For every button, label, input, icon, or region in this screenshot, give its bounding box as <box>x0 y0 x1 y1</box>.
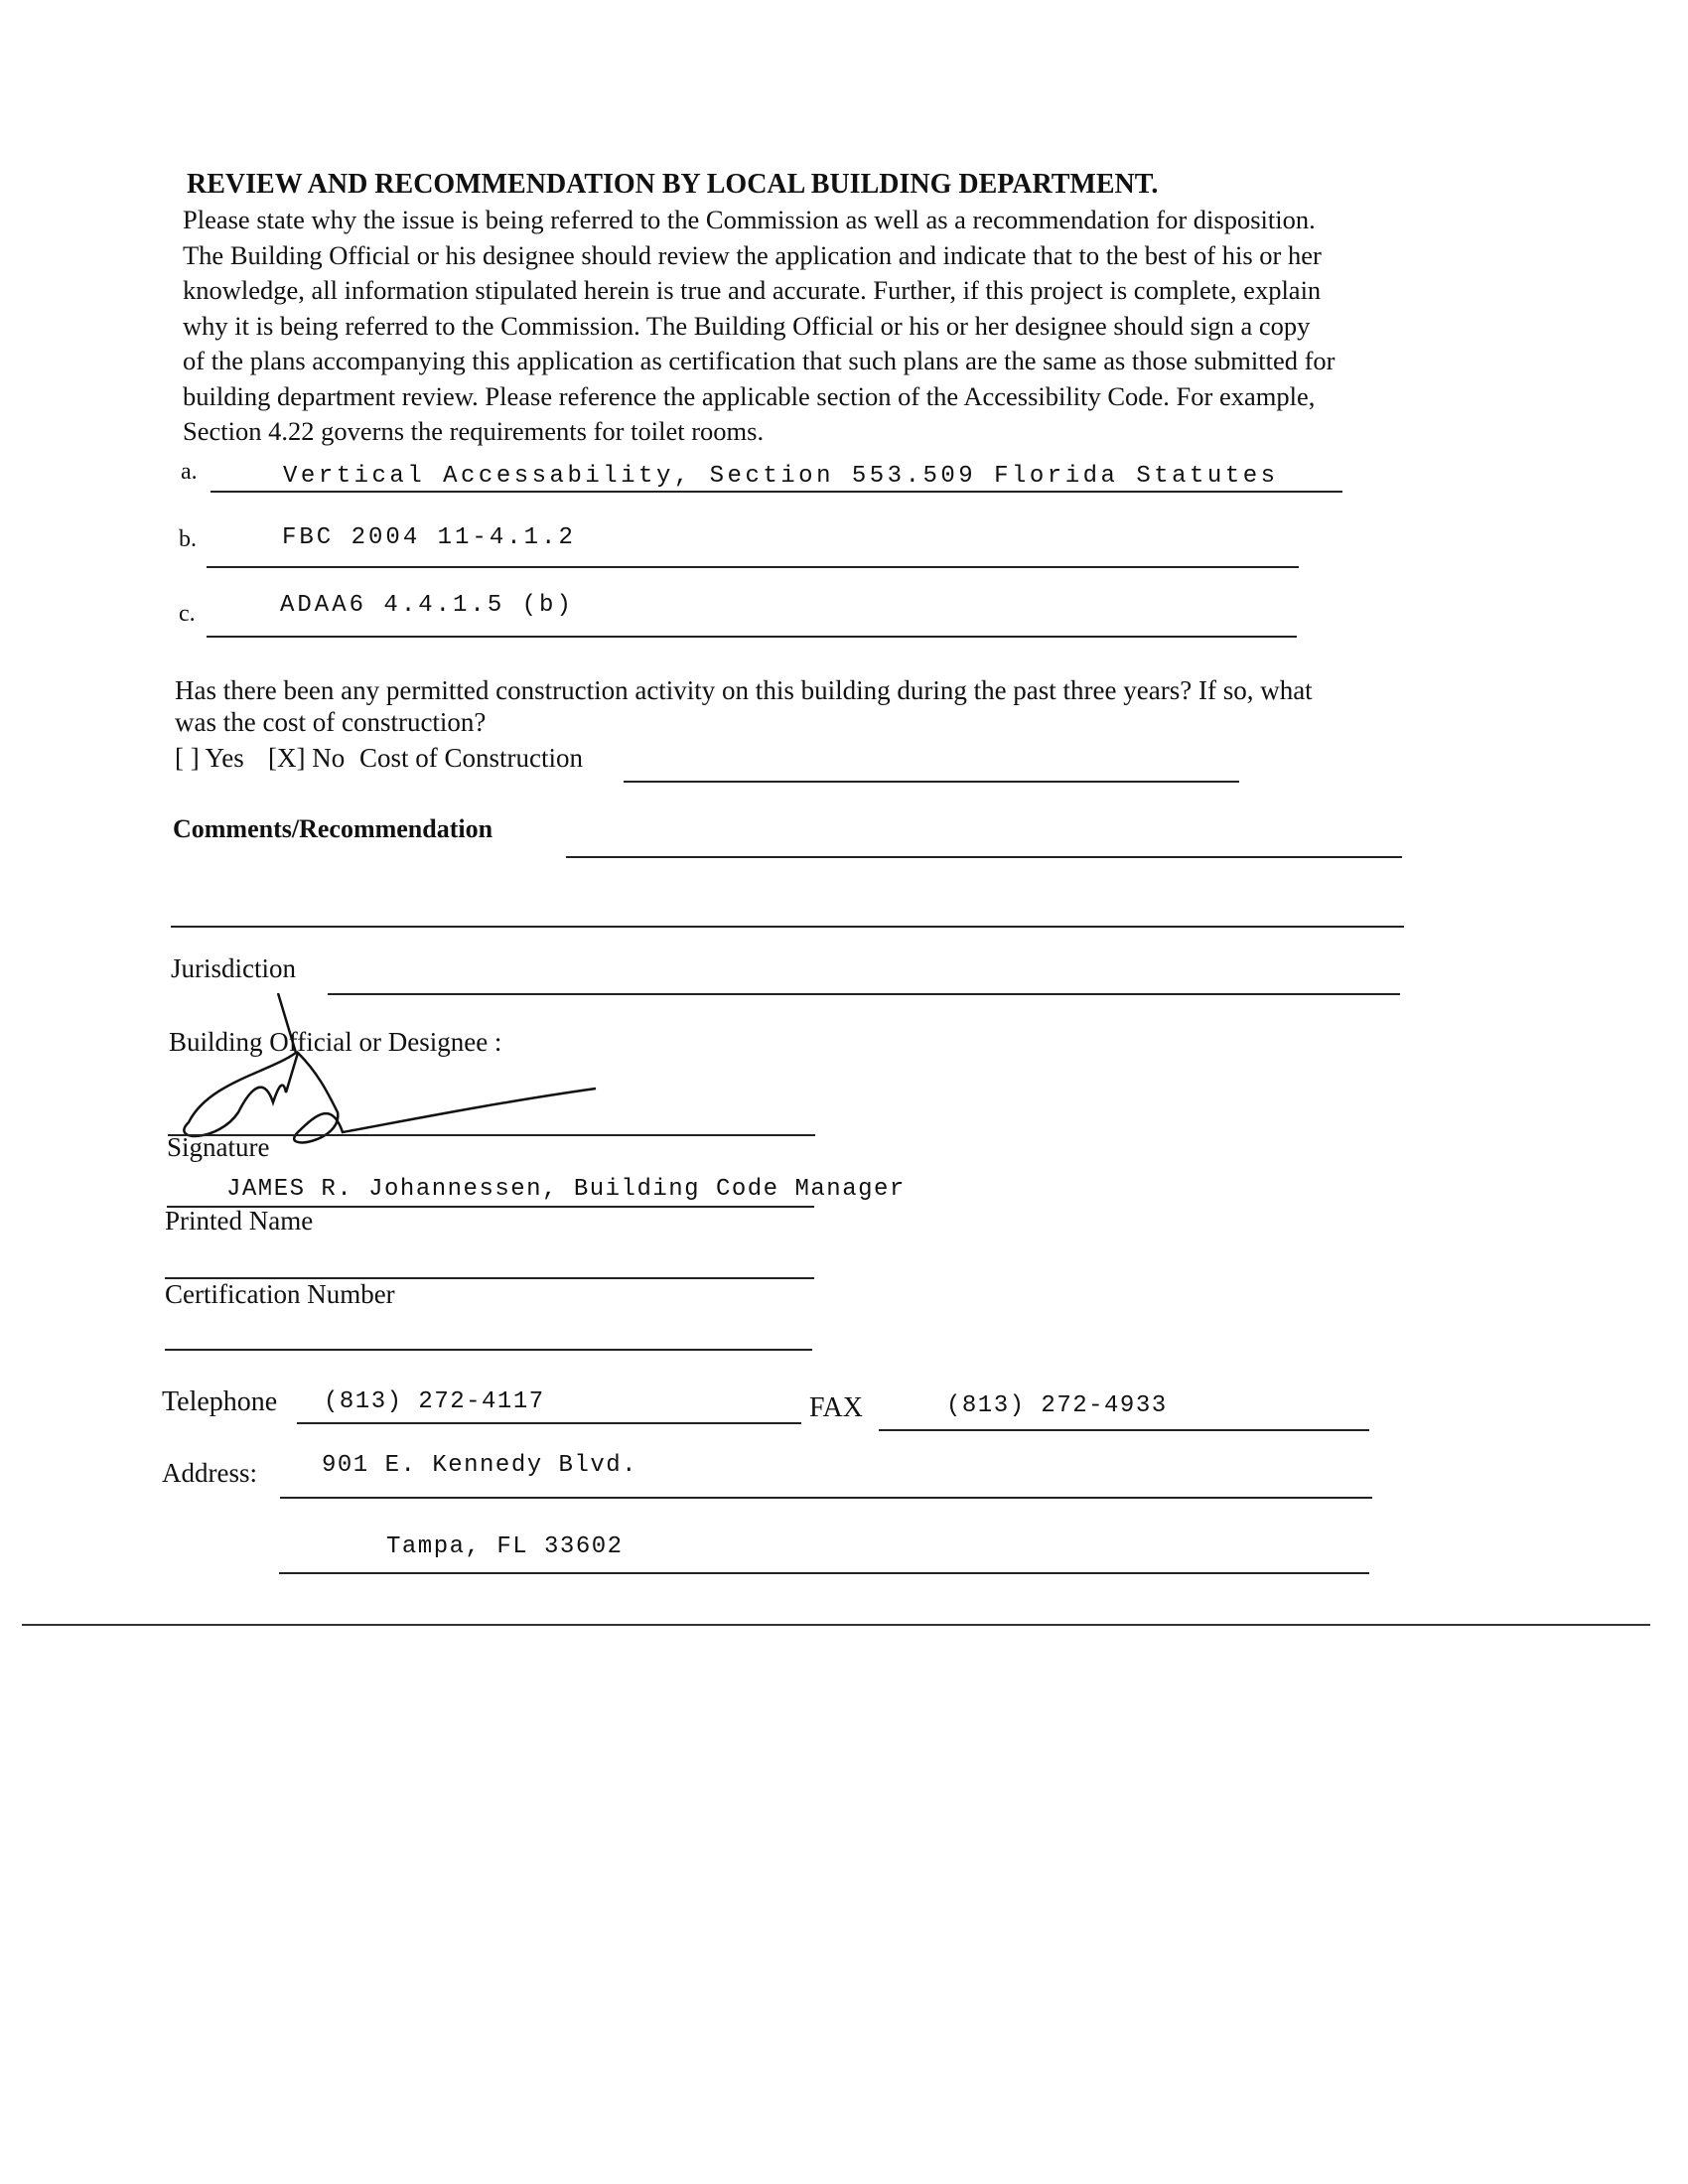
comments-label: Comments/Recommendation <box>173 814 493 843</box>
fax-field[interactable]: (813) 272-4933 <box>946 1392 1168 1419</box>
reference-b-label: b. <box>179 526 197 552</box>
cost-of-construction-label: Cost of Construction <box>359 743 584 773</box>
instruction-line: why it is being referred to the Commission. The Building Official or his or her designee should sign a copy <box>183 310 1311 341</box>
construction-question: Has there been any permitted construction activity on this building during the past three years? If so, what <box>175 675 1313 705</box>
address-line2-underline <box>279 1572 1369 1574</box>
certification-label: Certification Number <box>165 1279 395 1309</box>
page-divider <box>22 1624 1650 1626</box>
reference-a-underline <box>211 491 1342 493</box>
printed-name-label: Printed Name <box>165 1206 314 1236</box>
telephone-field[interactable]: (813) 272-4117 <box>324 1388 545 1415</box>
reference-b-field[interactable]: FBC 2004 11-4.1.2 <box>282 524 576 551</box>
telephone-label: Telephone <box>162 1386 278 1417</box>
instruction-line: building department review. Please reference the applicable section of the Accessibility Code. For example, <box>183 380 1316 411</box>
address-line2-field[interactable]: Tampa, FL 33602 <box>386 1533 624 1560</box>
reference-c-underline <box>207 636 1297 638</box>
instruction-line: Section 4.22 governs the requirements for toilet rooms. <box>183 416 765 446</box>
instruction-line: knowledge, all information stipulated herein is true and accurate. Further, if this project is complete, explain <box>183 275 1322 305</box>
instruction-line: Please state why the issue is being referred to the Commission as well as a recommendation for disposition. <box>183 205 1316 234</box>
certification-underline <box>165 1349 812 1351</box>
cost-underline <box>624 781 1239 783</box>
fax-label: FAX <box>809 1392 863 1423</box>
address-line1-field[interactable]: 901 E. Kennedy Blvd. <box>322 1452 638 1479</box>
official-label: Building Official or Designee : <box>169 1027 502 1057</box>
comments-field-line2[interactable] <box>171 926 1404 928</box>
address-line1-underline <box>280 1497 1372 1499</box>
address-label: Address: <box>162 1458 257 1488</box>
reference-c-field[interactable]: ADAA6 4.4.1.5 (b) <box>280 592 574 619</box>
comments-field[interactable] <box>566 856 1402 858</box>
form-heading: REVIEW AND RECOMMENDATION BY LOCAL BUILDING DEPARTMENT. <box>187 169 1159 200</box>
construction-question-cont: was the cost of construction? <box>175 707 487 737</box>
reference-b-underline <box>207 566 1299 568</box>
reference-a-label: a. <box>181 459 198 485</box>
instruction-line: The Building Official or his designee should review the application and indicate that to the best of his or her <box>183 239 1322 270</box>
no-checkbox[interactable]: [X] No <box>268 743 346 773</box>
yes-checkbox[interactable]: [ ] Yes <box>175 743 244 773</box>
reference-a-field[interactable]: Vertical Accessability, Section 553.509 Florida Statutes <box>283 463 1279 490</box>
telephone-underline <box>297 1422 801 1424</box>
fax-underline <box>879 1429 1369 1431</box>
instruction-line: of the plans accompanying this application as certification that such plans are the same as those submitted for <box>183 346 1336 375</box>
reference-c-label: c. <box>179 601 196 627</box>
jurisdiction-label: Jurisdiction <box>171 953 296 983</box>
signature-label: Signature <box>167 1132 270 1162</box>
printed-name-field[interactable]: JAMES R. Johannessen, Building Code Manager <box>226 1176 906 1203</box>
instructions-paragraph <box>183 203 1593 450</box>
